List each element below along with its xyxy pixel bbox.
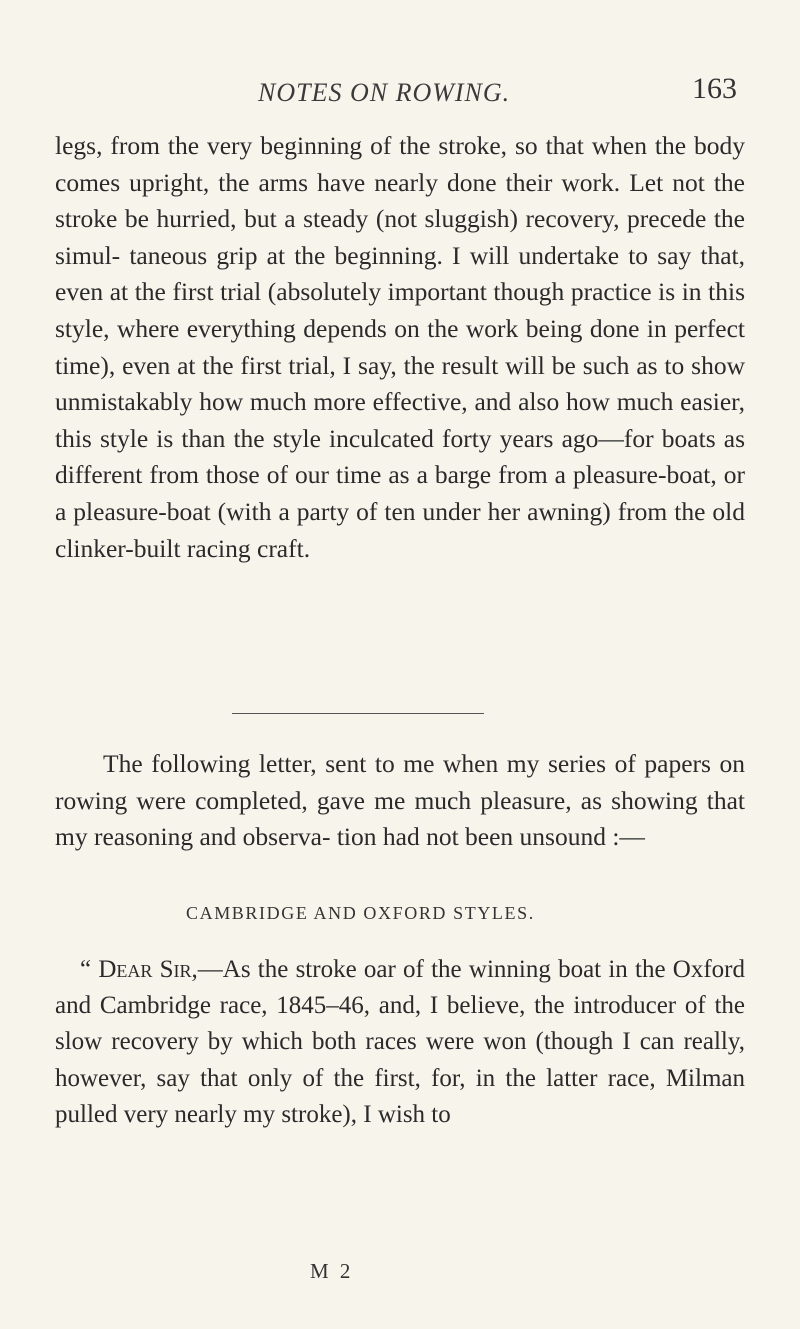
signature-mark: M 2 bbox=[310, 1259, 354, 1283]
paragraph-3 bbox=[55, 952, 745, 1133]
letter-salutation: “ Dear Sir, bbox=[80, 956, 198, 983]
letter-body: —As the stroke oar of the winning boat in the Oxford and Cambridge race, 1845–46, and, I believe, the introducer of the slow recovery by which both races were won (though I can really, however, say that only of the first, for, in the latter race, Milman pulled very nearly my stroke), I wish to bbox=[55, 956, 746, 1128]
page-number: 163 bbox=[692, 72, 737, 105]
section-heading: CAMBRIDGE AND OXFORD STYLES. bbox=[186, 903, 535, 923]
section-divider bbox=[232, 713, 484, 714]
paragraph-1: legs, from the very beginning of the stroke, so that when the body comes upright, the arms have nearly done their work. Let not the stroke be hurried, but a steady (not sluggish) recovery, precede the simul- taneous grip at the beginning. I will undertake to say that, even at the first trial (absolutely important though practice is in this style, where everything depends on the work being done in perfect time), even at the first trial, I say, the result will be such as to show unmistakably how much more effective, and also how much easier, this style is than the style inculcated forty years ago—for boats as different from those of our time as a barge from a pleasure-boat, or a pleasure-boat (with a party of ten under her awning) from the old clinker-built racing craft. bbox=[55, 131, 745, 563]
paragraph-2: The following letter, sent to me when my series of papers on rowing were completed, gave me much pleasure, as showing that my reasoning and observa- tion had not been unsound :— bbox=[55, 749, 745, 852]
running-head: NOTES ON ROWING. bbox=[258, 78, 511, 107]
